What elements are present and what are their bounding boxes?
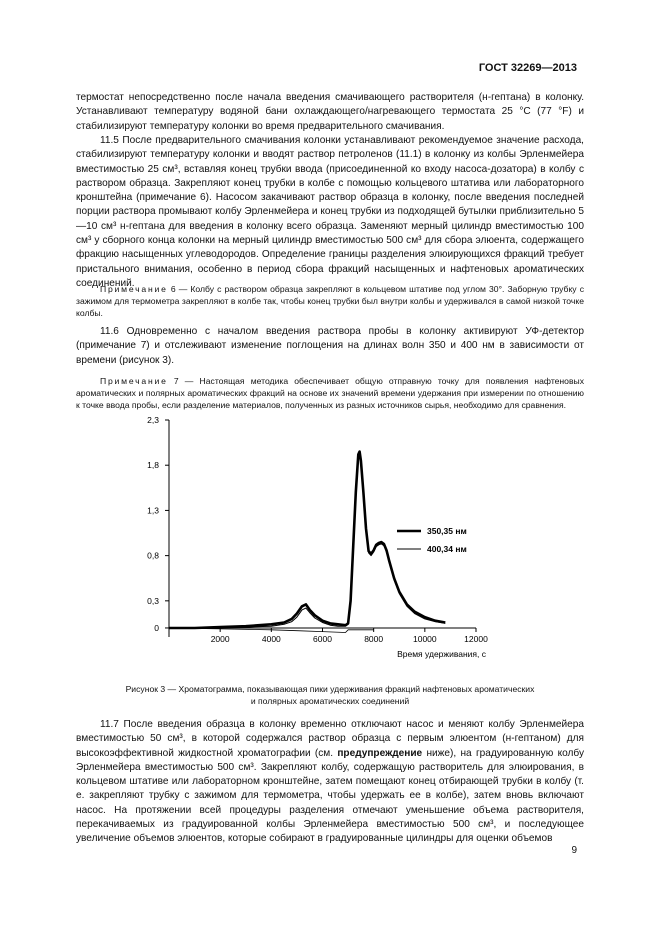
legend-label-1: 350,35 нм [427, 526, 467, 536]
y-tick-label: 1,3 [147, 505, 159, 516]
figure-caption-line-1: Рисунок 3 — Хроматограмма, показывающая пики удерживания фракций нафтеновых ароматических [125, 684, 535, 694]
x-tick-label: 12000 [464, 633, 488, 644]
paragraph-11-7-bold: предупреждение [337, 747, 423, 759]
paragraph-11-7-part-1: 11.7 После введения образца в колонку временно отключают насос и меняют колбу Эрленмейера вместимостью 50 см³, в которой содержался раствор образца с первым элюентом (н-гептаном) для высокоэффективной жидкостной хроматографии (см. [76, 719, 584, 759]
y-tick-label: 0,3 [147, 595, 159, 606]
note-7 [76, 375, 584, 412]
page-number: 9 [571, 845, 577, 856]
paragraph-11-5: 11.5 После предварительного смачивания колонки устанавливают рекомендуемое значение расхода, стабилизируют температуру колонки и вводят раствор петроленов (11.1) в колонку из колбы Эрленмейера вместимостью 25 см³, вставляя конец трубки ввода (присоединенной ко входу насоса-дозатора) в колбу с раствором образца. Закрепляют конец трубки в колбе с помощью кольцевого штатива или лабораторного кронштейна (примечание 6). Насосом закачивают раствор образца в колонку, после введения последней порции раствора промывают колбу Эрленмейера и конец трубки из подходящей бутылки приблизительно 5—10 см³ н-гептана для введения в колонку всего образца. Заменяют мерный цилиндр вместимостью 100 см³ у сборного конца колонки на мерный цилиндр вместимостью 500 см³ для сбора элюента, содержащего фракцию насыщенных углеводородов. Определение границы разделения элюирующихся фракций требует пристального внимания, особенно в период сбора фракций насыщенных и нафтеновых ароматических соединений. [76, 135, 584, 289]
note-6 [76, 283, 584, 320]
y-tick-label: 2,3 [147, 415, 159, 425]
x-axis-label: Время удерживания, с [397, 648, 486, 659]
x-tick-label: 8000 [364, 633, 384, 644]
figure-caption-line-2: и полярных ароматических соединений [250, 696, 410, 706]
note-7-label: Примечание [100, 376, 168, 386]
note-6-text: 6 — Колбу с раствором образца закрепляют в кольцевом штативе под углом 30°. Заборную трубку с зажимом для термометра закрепляют в колбе так, чтобы конец трубки был внутри колбы и удерживался в самой низкой точке колбы. [76, 284, 584, 319]
x-tick-label: 6000 [313, 633, 332, 644]
chromatogram-chart [120, 410, 520, 675]
legend-label-2: 400,34 нм [427, 544, 467, 554]
y-tick-label: 1,8 [147, 460, 159, 471]
paragraph-11-7-part-2: ниже), на градуированную колбу Эрленмейера вместимостью 500 см³. Закрепляют колбу, содержащую растворитель для элюирования, в кольцевом штативе или лабораторном кронштейне, затем помещают конец отбирающей трубки в колбу (т. е. закрепляют трубку с зажимом для термометра, чтобы удержать ее в колбе), затем вновь включают насос. На протяжении всей процедуры разделения отмечают уменьшение объема растворителя, перекачиваемых из градуированной колбы Эрленмейера вместимостью 500 см³, и последующее увеличение объемов элюентов, которые собирают в градуированные цилиндры для оценки объемов [76, 747, 584, 845]
x-tick-label: 10000 [413, 633, 437, 644]
paragraph-11-6: 11.6 Одновременно с началом введения раствора пробы в колонку активируют УФ-детектор (примечание 7) и отслеживают изменение поглощения на длинах волн 350 и 400 нм в зависимости от времени (рисунок 3). [76, 326, 584, 366]
paragraph-11-7 [76, 718, 584, 847]
y-tick-label: 0,8 [147, 550, 159, 561]
y-tick-label: 0 [154, 622, 159, 633]
x-tick-label: 4000 [261, 633, 281, 644]
note-6-label: Примечание [100, 284, 168, 294]
figure-caption [80, 683, 580, 707]
note-7-text: 7 — Настоящая методика обеспечивает общую отправную точку для появления нафтеновых ароматических и полярных ароматических фракций на основе их значений времени удержания при измерении по отношению к точке ввода пробы, если разделение материалов, полученных из разных источников сырья, необходимо для сравнения. [76, 376, 584, 411]
paragraph-continuation: термостат непосредственно после начала введения смачивающего растворителя (н-гептана) в колонку. Устанавливают температуру водяной бани охлаждающего/нагревающего термостата 25 °С (77 °F) и стабилизируют температуру колонки во время предварительного смачивания. [76, 92, 584, 132]
document-header: ГОСТ 32269—2013 [478, 62, 577, 74]
series-line-2 [169, 454, 445, 629]
x-tick-label: 2000 [210, 633, 230, 644]
